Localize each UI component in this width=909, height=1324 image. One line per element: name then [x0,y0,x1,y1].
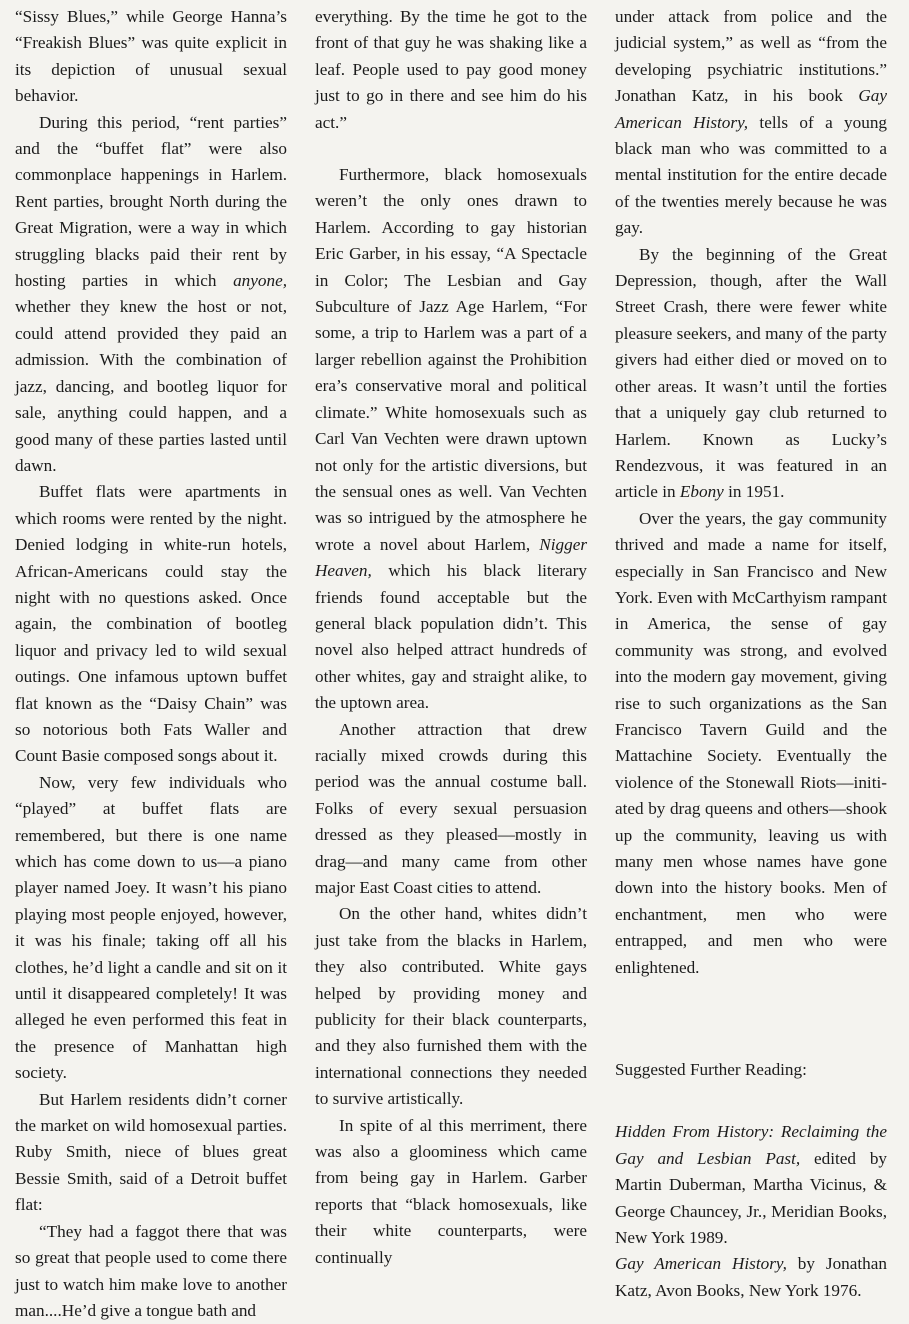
paragraph: But Harlem residents didn’t corner the market on wild homosexual parties. Ruby Smith, niece of blues great Bessie Smith, said of a Detroit buffet flat: [15,1089,287,1215]
magazine-title: Ebony [679,482,724,502]
paragraph: Now, very few individuals who “played” at buffet flats are remembered, but there is one name which has come down to us—a piano player named Joey. It wasn’t his piano playing most people enjoyed, however, it was his finale; taking off all his clothes, he’d light a candle and sit on it until it disappeared completely! It was alleged he even performed this feat in the presence of Manhattan high society. [15,772,287,1083]
paragraph: On the other hand, whites didn’t just take from the blacks in Harlem, they also contributed. White gays helped by providing money and publicity for their black counterparts, and they also furnished them with the international connections they needed to survive artistically. [315,904,587,1109]
reference-list [615,1119,887,1304]
quote-paragraph: everything. By the time he got to the front of that guy he was shaking like a leaf. People used to pay good money just to go in there and see him do his act.” [315,7,587,132]
paragraph: under attack from police and the judicial system,” as well as “from the developing psychiatric institutions.” Jonathan Katz, in his book Gay American History, tells of a young black man who was committed to a mental institution for the entire decade of the twenties merely because he was gay. [615,7,888,238]
paragraph: Another attraction that drew racially mixed crowds during this period was the annual costume ball. Folks of every sexual persuasion dressed as they pleased—mostly in drag—and many came from other major East Coast cities to attend. [315,719,587,897]
paragraph: Buffet flats were apartments in which rooms were rented by the night. Denied lodging in white-run hotels, African-Americans could stay the night with no questions asked. Once again, the combination of bootleg liquor and privacy led to wild sexual outings. One infamous uptown buffet flat known as the “Daisy Chain” was so notorious both Fats Waller and Count Basie composed songs about it. [15,482,287,766]
paragraph: During this period, “rent parties” and the “buffet flat” were also commonplace happenings in Harlem. Rent parties, brought North during the Great Migration, were a way in which struggling blacks paid their rent by hosting parties in which anyone, whether they knew the host or not, could attend provided they paid an admission. With the combination of jazz, dancing, and bootleg liquor for sale, anything could happen, and a good many of these parties lasted until dawn. [15,112,287,475]
quote-paragraph: “They had a faggot there that was so great that people used to come there just to watch him make love to another man....He’d give a tongue bath and [15,1221,287,1320]
further-reading-heading: Suggested Further Reading: [615,1060,807,1080]
text-column-right [615,4,887,1304]
paragraph: Over the years, the gay community thrived and made a name for itself, especially in San Francisco and New York. Even with McCarthyism rampant in America, the sense of gay community was strong, and evolved into the modern gay movement, giving rise to such organizations as the San Francisco Tavern Guild and the Mattachine Society. Eventually the violence of the Stonewall Riots—initiated by drag queens and others—shook up the community, leaving us with many men whose names have gone down into the history books. Men of enchantment, men who were entrapped, and men who were enlightened. [615,508,887,977]
paragraph: By the beginning of the Great Depression, though, after the Wall Street Crash, there were fewer white pleasure seekers, and many of the party givers had either died or moved on to other areas. It wasn’t until the forties that a uniquely gay club returned to Harlem. Known as Lucky’s Rendezvous, it was featured in an article in Ebony in 1951. [615,244,887,502]
text-column-middle [315,4,587,1271]
book-title: Nigger Heaven, [315,534,588,581]
reference-item: Gay American History, by Jonathan Katz, Avon Books, New York 1976. [615,1254,887,1300]
paragraph: “Sissy Blues,” while George Hanna’s “Freakish Blues” was quite explicit in its depiction of unusual sexual behavior. [15,7,287,106]
reference-title: Hidden From History: Reclaiming the Gay and Lesbian Past, [615,1122,887,1168]
paragraph: Furthermore, black homosexuals weren’t the only ones drawn to Harlem. According to gay historian Eric Garber, in his essay, “A Spectacle in Color; The Lesbian and Gay Subculture of Jazz Age Harlem, “For some, a trip to Harlem was a part of a larger rebellion against the Prohibition era’s conservative moral and political climate.” White homosexuals such as Carl Van Vechten were drawn uptown not only for the artistic diversions, but the sensual ones as well. Van Vechten was so intrigued by the atmosphere he wrote a novel about Harlem, Nigger Heaven, which his black literary friends found acceptable but the general black population didn’t. This novel also helped attract hundreds of other whites, gay and straight alike, to the uptown area. [315,165,588,713]
book-title: Gay American History, [615,86,888,132]
text-column-left [15,4,287,1324]
reference-item: Hidden From History: Reclaiming the Gay and Lesbian Past, edited by Martin Duberman, Martha Vicinus, & George Chauncey, Jr., Meridian Books, New York 1989. [615,1122,888,1248]
reference-title: Gay American History, [615,1254,787,1274]
paragraph: In spite of al this merriment, there was also a gloominess which came from being gay in Harlem. Garber reports that “black homosexuals, like their white counterparts, were continually [315,1115,587,1267]
emphasis: anyone, [233,271,287,291]
